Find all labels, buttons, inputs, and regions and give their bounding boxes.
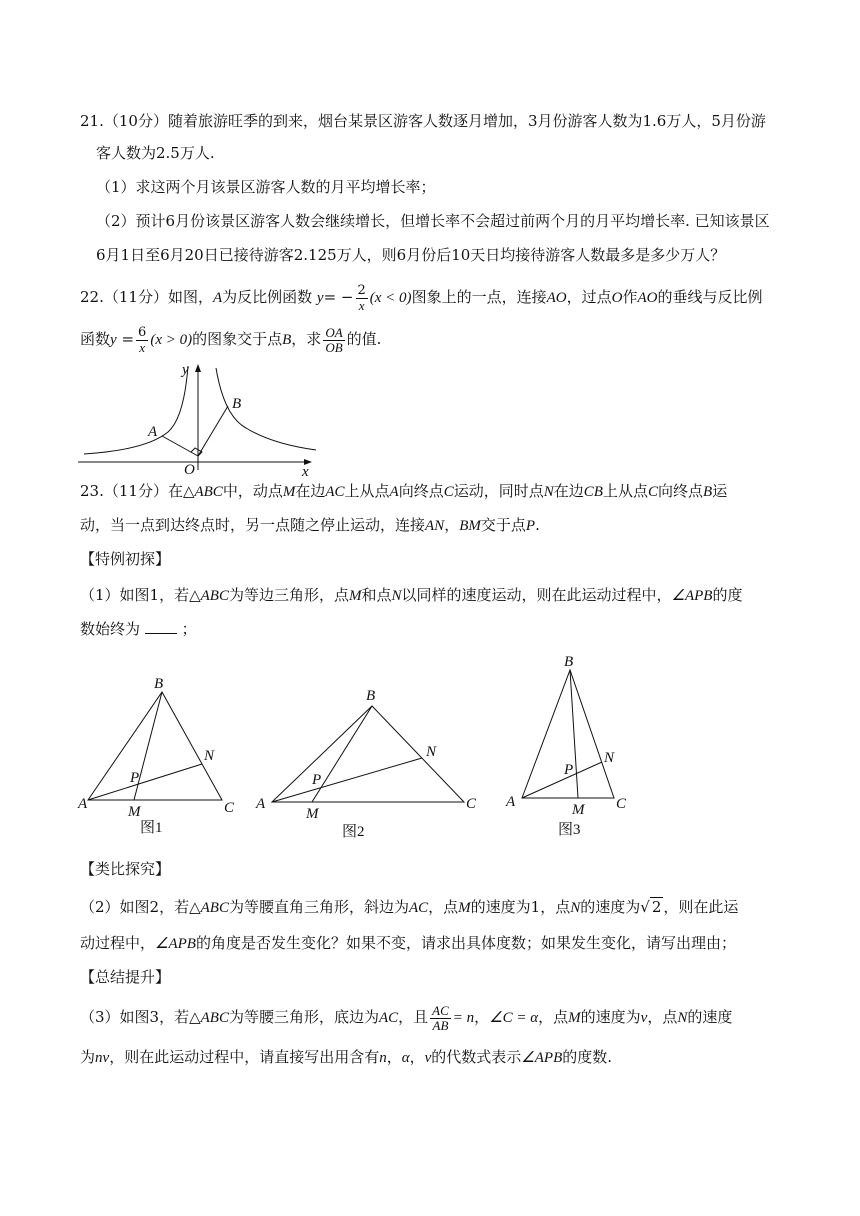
section-special-case: 【特例初探】 <box>80 550 171 568</box>
point-b: B <box>282 332 292 348</box>
point-n: N <box>677 1010 688 1026</box>
text: 在边 <box>553 482 584 500</box>
segment-an: AN <box>425 518 445 534</box>
q23-part3-line1 <box>80 998 732 1037</box>
label-p: P <box>312 772 322 788</box>
fraction-oa-over-ob <box>323 326 344 355</box>
text: 向终点 <box>398 482 444 500</box>
triangle-abc <box>522 670 614 798</box>
q22-line1 <box>80 282 762 313</box>
text: 的值. <box>346 330 382 348</box>
label-o: O <box>184 462 195 478</box>
point-o: O <box>611 290 623 306</box>
segment-ob <box>198 406 228 456</box>
text: 的代数式表示 <box>431 1048 522 1066</box>
text: ，点 <box>428 898 459 916</box>
q22-figure <box>76 362 336 480</box>
point-n: N <box>570 900 581 916</box>
domain-cond: (x < 0) <box>369 290 412 306</box>
text: 23.（11分）在△ <box>80 482 195 500</box>
numerator: 6 <box>138 324 147 340</box>
var-nv: nv <box>95 1050 110 1066</box>
label-p: P <box>130 770 140 786</box>
fraction-2-over-x <box>356 284 368 313</box>
q23-part3-line2 <box>80 1046 612 1069</box>
text: ，点 <box>538 1008 569 1026</box>
label-c: C <box>466 796 477 812</box>
radicand: 2 <box>651 898 662 916</box>
section-analogy: 【类比探究】 <box>80 860 171 878</box>
text: 动，当一点到达终点时，另一点随之停止运动，连接 <box>80 516 426 534</box>
text: 中，动点 <box>222 482 283 500</box>
point-c: C <box>443 484 454 500</box>
text: （1）如图1，若△ <box>80 586 201 604</box>
text: 的速度为 <box>580 1008 641 1026</box>
text: 函数 <box>80 330 111 348</box>
denominator: AB <box>432 1017 449 1033</box>
fraction-6-over-x <box>136 326 148 355</box>
text: 为反比例函数 <box>222 288 313 306</box>
point-m: M <box>348 588 362 604</box>
numerator: AC <box>432 1002 449 1018</box>
denominator: x <box>358 297 365 313</box>
label-p: P <box>564 762 574 778</box>
text: 运动，同时点 <box>453 482 544 500</box>
var-y: y <box>110 332 117 348</box>
text: 的度 <box>712 586 743 604</box>
q21-heading-cont: 客人数为2.5万人. <box>96 144 215 162</box>
text: ， <box>474 1008 490 1026</box>
text: ，且 <box>398 1008 429 1026</box>
text: 为等边三角形，点 <box>228 586 349 604</box>
denominator: OB <box>325 339 343 355</box>
text: 的度数. <box>562 1048 613 1066</box>
eq: = − <box>323 288 354 306</box>
text: 为等腰三角形，底边为 <box>228 1008 379 1026</box>
triangle-abc: ABC <box>200 900 229 916</box>
q23-line2 <box>80 514 540 537</box>
text: 交于点 <box>480 516 526 534</box>
text: 和点 <box>361 586 392 604</box>
text: ， <box>409 1048 425 1066</box>
text: 作 <box>622 288 638 306</box>
segment-ao <box>162 436 198 456</box>
answer-blank[interactable] <box>145 619 177 634</box>
text: 图象上的一点，连接 <box>411 288 547 306</box>
label-c: C <box>616 796 627 812</box>
text: 为等腰直角三角形，斜边为 <box>228 898 409 916</box>
label-b: B <box>154 676 164 692</box>
segment-ao: AO <box>546 290 567 306</box>
label-b: B <box>564 654 574 670</box>
point-m: M <box>568 1010 581 1026</box>
angle-apb: ∠APB <box>521 1050 563 1066</box>
label-b: B <box>366 688 376 704</box>
figure-3 <box>500 646 650 842</box>
text: （2）如图2，若△ <box>80 898 201 916</box>
label-m: M <box>306 806 319 822</box>
label-n: N <box>426 744 437 760</box>
text: ，则在此运动过程中，请直接写出用含有 <box>109 1048 380 1066</box>
sqrt-2: √ 2 <box>640 898 662 916</box>
angle-c: ∠C = α <box>489 1010 539 1026</box>
text: 向终点 <box>658 482 704 500</box>
hyperbola-left <box>84 366 188 454</box>
text: ，点 <box>647 1008 678 1026</box>
label-n: N <box>604 750 615 766</box>
hyperbola-right <box>216 368 316 450</box>
numerator: 2 <box>357 282 366 298</box>
text: 的图象交于点 <box>192 330 283 348</box>
segment-ao: AO <box>637 290 658 306</box>
q22-number: 22.（11分）如图， <box>80 288 213 306</box>
segment-an <box>88 764 202 800</box>
segment-cb: CB <box>583 484 603 500</box>
segment-ac: AC <box>408 900 429 916</box>
q21-heading: 21.（10分）随着旅游旺季的到来，烟台某景区游客人数逐月增加，3月份游客人数为1.6万人，5月份游 <box>80 112 766 130</box>
triangle-abc: ABC <box>200 1010 229 1026</box>
triangle-abc: ABC <box>194 484 223 500</box>
q23-part1-line1 <box>80 584 742 607</box>
var-n: n <box>379 1050 387 1066</box>
var-v: v <box>640 1010 648 1026</box>
text: 在边 <box>295 482 326 500</box>
segment-bm: BM <box>459 518 481 534</box>
text: . <box>535 516 540 534</box>
q21-part1: （1）求这两个月该景区游客人数的月平均增长率； <box>96 178 436 196</box>
label-n: N <box>204 748 215 764</box>
segment-ac: AC <box>378 1010 399 1026</box>
eq: = <box>121 330 135 348</box>
triangle-abc <box>88 692 222 800</box>
eq-n: = n <box>452 1010 475 1026</box>
text: 的速度 <box>687 1008 733 1026</box>
q23-part2-line1 <box>80 896 738 919</box>
text: 动过程中， <box>80 934 156 952</box>
label-y: y <box>182 362 189 378</box>
var-y: y <box>316 290 324 306</box>
text: 的角度是否发生变化？如果不变，请求出具体度数；如果发生变化，请写出理由； <box>195 934 736 952</box>
text: ，求 <box>291 330 322 348</box>
text: 的速度为1，点 <box>470 898 571 916</box>
text: （3）如图3，若△ <box>80 1008 201 1026</box>
text: 上从点 <box>602 482 648 500</box>
q21-part2-line2: 6月1日至6月20日已接待游客2.125万人，则6月份后10天日均接待游客人数最多是多少万人？ <box>96 246 726 264</box>
text: 为 <box>80 1048 96 1066</box>
caption-figure-2: 图2 <box>342 824 365 840</box>
text: 的速度为 <box>580 898 641 916</box>
triangle-abc: ABC <box>200 588 229 604</box>
text: ， <box>444 516 460 534</box>
text: 运 <box>712 482 728 500</box>
text: 上从点 <box>344 482 390 500</box>
text: 数始终为 <box>80 620 141 638</box>
angle-apb: ∠APB <box>671 588 713 604</box>
label-a: A <box>506 794 516 810</box>
point-n: N <box>391 588 402 604</box>
point-n: N <box>543 484 554 500</box>
point-a: A <box>212 290 223 306</box>
text: 以同样的速度运动，则在此运动过程中， <box>401 586 672 604</box>
fraction-ac-over-ab <box>430 1004 451 1033</box>
text: ，则在此运 <box>663 898 739 916</box>
point-b: B <box>703 484 713 500</box>
point-m: M <box>458 900 471 916</box>
domain-cond: (x > 0) <box>150 332 193 348</box>
figure-2 <box>252 656 492 840</box>
label-a: A <box>78 796 88 812</box>
label-b: B <box>232 396 242 412</box>
var-v: v <box>424 1050 432 1066</box>
section-summary: 【总结提升】 <box>80 968 171 986</box>
text: ； <box>181 620 197 638</box>
segment-ac: AC <box>325 484 345 500</box>
label-a: A <box>148 424 158 440</box>
angle-apb: ∠APB <box>155 936 196 952</box>
point-c: C <box>647 484 658 500</box>
text: ， <box>386 1048 402 1066</box>
label-m: M <box>128 804 141 820</box>
point-m: M <box>282 484 296 500</box>
q22-line2 <box>80 322 381 357</box>
point-a: A <box>389 484 399 500</box>
figure-1 <box>76 656 246 836</box>
point-p: P <box>525 518 536 534</box>
label-a: A <box>256 796 266 812</box>
caption-figure-3: 图3 <box>558 822 581 838</box>
var-alpha: α <box>401 1050 410 1066</box>
q23-part2-line2 <box>80 932 736 955</box>
y-axis-arrow <box>195 364 201 372</box>
label-m: M <box>572 802 585 818</box>
denominator: x <box>139 339 146 355</box>
q23-line1 <box>80 480 727 503</box>
q23-part1-line2 <box>80 618 197 640</box>
text: 的垂线与反比例 <box>657 288 763 306</box>
label-x: x <box>302 464 309 480</box>
q21-part2-line1: （2）预计6月份该景区游客人数会继续增长，但增长率不会超过前两个月的月平均增长率. 已知该景区 <box>96 212 770 230</box>
caption-figure-1: 图1 <box>140 820 163 836</box>
numerator: OA <box>325 324 343 340</box>
label-c: C <box>224 800 235 816</box>
text: ，过点 <box>566 288 612 306</box>
